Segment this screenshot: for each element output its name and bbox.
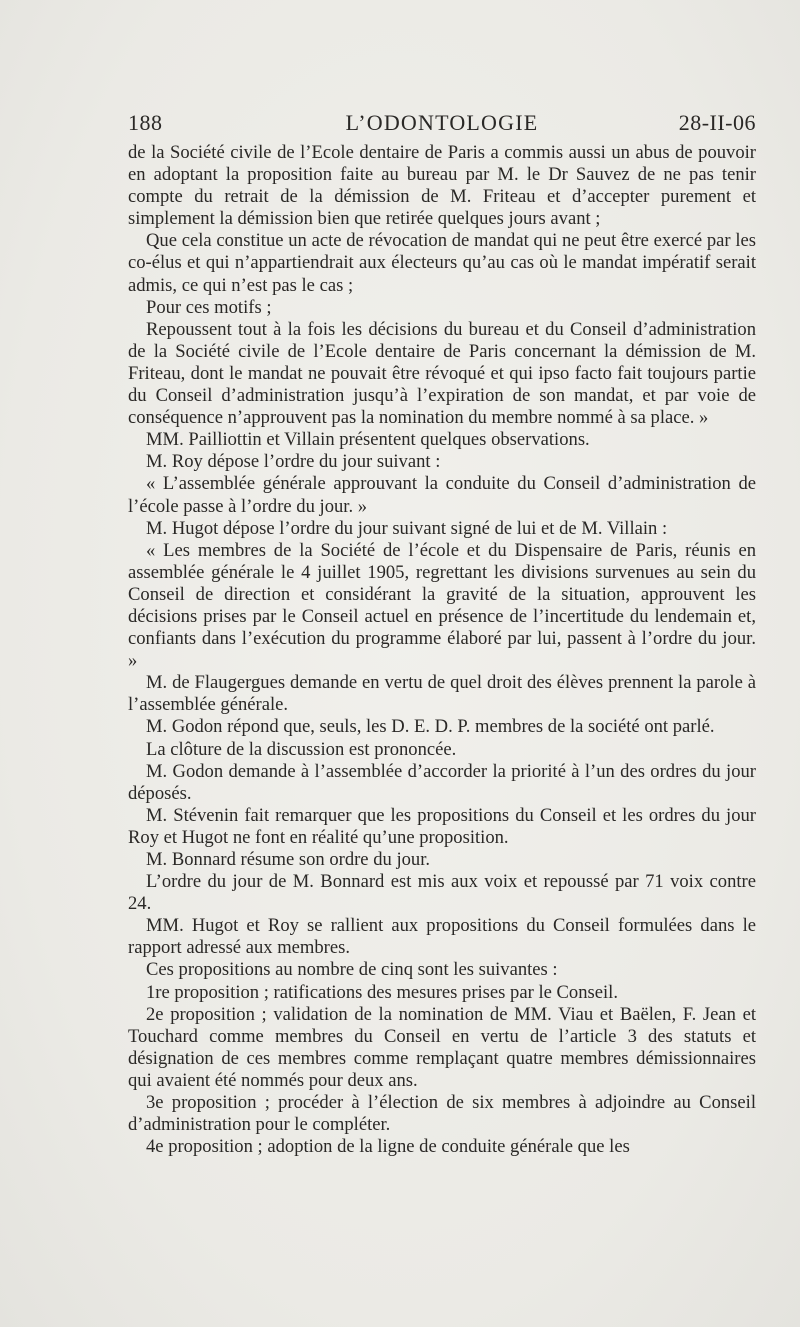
body-text: [128, 142, 756, 1158]
paragraph: « L’assemblée générale approuvant la conduite du Conseil d’administration de l’école passe à l’ordre du jour. »: [128, 473, 756, 517]
paragraph: MM. Hugot et Roy se rallient aux propositions du Conseil formulées dans le rapport adressé aux membres.: [128, 915, 756, 959]
paragraph: M. Godon répond que, seuls, les D. E. D. P. membres de la société ont parlé.: [146, 716, 715, 738]
paragraph: M. de Flaugergues demande en vertu de quel droit des élèves prennent la parole à l’assemblée générale.: [128, 672, 756, 716]
paragraph: 2e proposition ; validation de la nomination de MM. Viau et Baëlen, F. Jean et Touchard comme membres du Conseil en vertu de l’article 3 des statuts et désignation de ces membres comme remplaçant quatre membres démissionnaires qui avaient été nommés pour deux ans.: [128, 1003, 756, 1091]
paragraph: L’ordre du jour de M. Bonnard est mis aux voix et repoussé par 71 voix contre 24.: [128, 871, 756, 915]
paragraph: 3e proposition ; procéder à l’élection de six membres à adjoindre au Conseil d’administration pour le compléter.: [128, 1092, 756, 1136]
paragraph: 4e proposition ; adoption de la ligne de conduite générale que les: [146, 1136, 630, 1158]
paragraph: Pour ces motifs ;: [146, 296, 272, 318]
paragraph: MM. Pailliottin et Villain présentent quelques observations.: [146, 429, 590, 451]
journal-title: L’ODONTOLOGIE: [345, 110, 539, 135]
paragraph: Repoussent tout à la fois les décisions du bureau et du Conseil d’administration de la Société civile de l’Ecole dentaire de Paris concernant la démission de M. Friteau, dont le mandat ne pouvait être révoqué et qui ipso facto fait toujours partie du Conseil d’administration jusqu’à l’expiration de son mandat, et par voie de conséquence n’approuvent pas la nomination du membre nommé à sa place. »: [128, 318, 756, 429]
paragraph: M. Stévenin fait remarquer que les propositions du Conseil et les ordres du jour Roy et Hugot ne font en réalité qu’une proposition.: [128, 804, 756, 848]
paragraph: M. Bonnard résume son ordre du jour.: [146, 849, 431, 870]
paragraph: Ces propositions au nombre de cinq sont les suivantes :: [146, 959, 558, 981]
paragraph: Que cela constitue un acte de révocation de mandat qui ne peut être exercé par les co-élus et qui n’appartiendrait aux électeurs qu’au cas où le mandat impératif serait admis, ce qui n’est pas le cas ;: [128, 230, 756, 296]
issue-date: 28-II-06: [678, 110, 756, 135]
paragraph: de la Société civile de l’Ecole dentaire de Paris a commis aussi un abus de pouvoir en adoptant la proposition faite au bureau par M. le Dr Sauvez de ne pas tenir compte du retrait de la démission de M. Friteau et d’accepter purement et simplement la démission bien que retirée quelques jours avant ;: [128, 142, 756, 230]
running-header: [128, 110, 756, 140]
paragraph: 1re proposition ; ratifications des mesures prises par le Conseil.: [146, 981, 618, 1003]
paragraph: M. Godon demande à l’assemblée d’accorder la priorité à l’un des ordres du jour déposés.: [128, 760, 756, 804]
paragraph: La clôture de la discussion est prononcée.: [146, 738, 457, 760]
paragraph: « Les membres de la Société de l’école et du Dispensaire de Paris, réunis en assemblée générale le 4 juillet 1905, regrettant les divisions survenues au sein du Conseil de direction et considérant la gravité de la situation, approuvent les décisions prises par le Conseil actuel en présence de l’incertitude du lendemain et, confiants dans l’exécution du programme élaboré par lui, passent à l’ordre du jour. »: [128, 539, 756, 672]
paragraph: M. Hugot dépose l’ordre du jour suivant signé de lui et de M. Villain :: [146, 517, 668, 539]
page-number: 188: [128, 110, 163, 135]
paragraph: M. Roy dépose l’ordre du jour suivant :: [146, 451, 441, 473]
